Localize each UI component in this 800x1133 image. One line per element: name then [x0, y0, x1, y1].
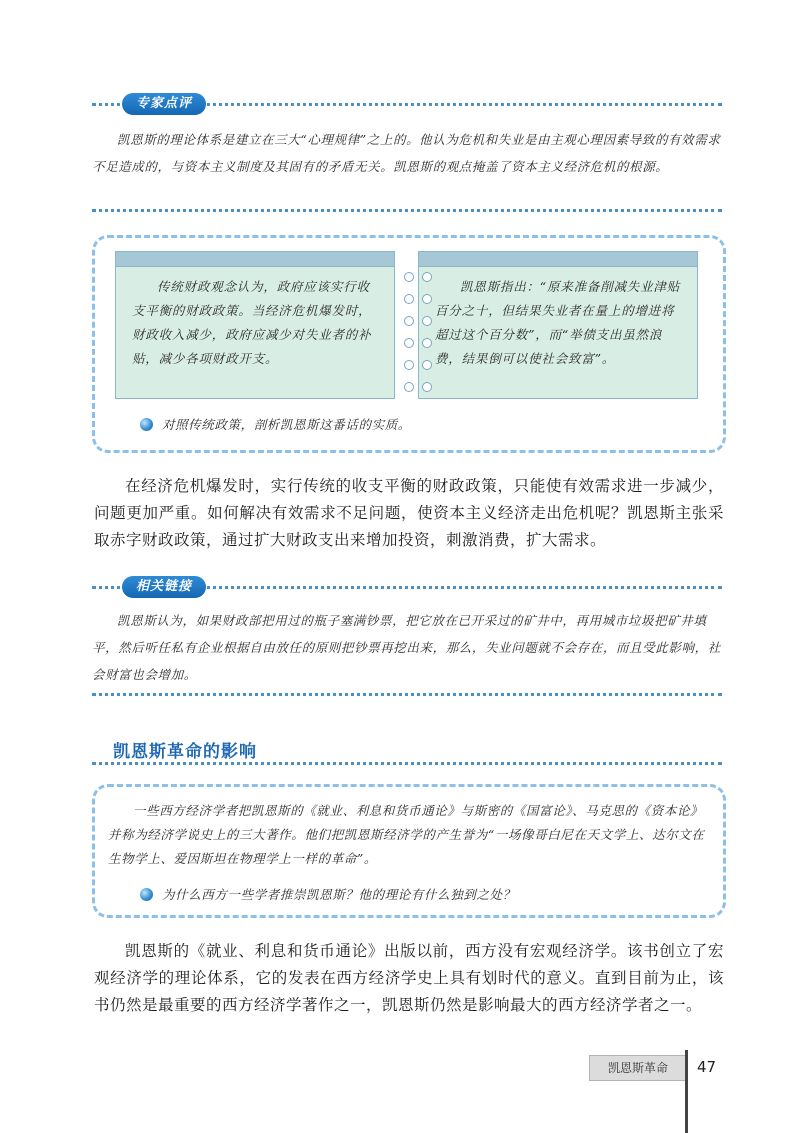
- left-card-text: 传统财政观念认为，政府应该实行收支平衡的财政政策。当经济危机爆发时，财政收入减少，政府应减少对失业者的补贴，减少各项财政开支。: [132, 279, 372, 366]
- expert-review-text: 凯恩斯的理论体系是建立在三大“心理规律”之上的。他认为危机和失业是由主观心理因素导致的有效需求不足造成的，与资本主义制度及其固有的矛盾无关。凯恩斯的观点掩盖了资本主义经济危机的根源。: [92, 132, 721, 174]
- dotted-rule: [92, 209, 722, 212]
- section-title: 凯恩斯革命的影响: [113, 742, 257, 762]
- chapter-label: 凯恩斯革命: [589, 1055, 687, 1081]
- binding-ring: [404, 360, 414, 370]
- question-bullet-icon: [140, 418, 153, 431]
- binding-ring: [422, 338, 432, 348]
- left-notebook-card: [115, 251, 395, 399]
- card-strip: [116, 252, 394, 267]
- binding-ring: [422, 316, 432, 326]
- binding-ring: [404, 382, 414, 392]
- footer-rule: [685, 1050, 688, 1133]
- comparison-question: 对照传统政策，剖析凯恩斯这番话的实质。: [162, 417, 411, 432]
- body-paragraph-1: 在经济危机爆发时，实行传统的收支平衡的财政政策，只能使有效需求进一步减少，问题更加严重。如何解决有效需求不足问题，使资本主义经济走出危机呢？凯恩斯主张采取赤字财政政策，通过扩大财政支出来增加投资，刺激消费，扩大需求。: [94, 477, 724, 549]
- binding-ring: [404, 316, 414, 326]
- question-bullet-icon: [140, 888, 153, 901]
- related-link-text: 凯恩斯认为，如果财政部把用过的瓶子塞满钞票，把它放在已开采过的矿井中，再用城市垃圾把矿井填平，然后听任私有企业根据自由放任的原则把钞票再挖出来，那么，失业问题就不会存在，而且受此影响，社会财富也会增加。: [92, 613, 721, 682]
- quote-question: 为什么西方一些学者推崇凯恩斯？他的理论有什么独到之处？: [162, 887, 516, 902]
- right-notebook-card: [418, 251, 698, 399]
- related-link-header: [92, 576, 722, 598]
- binding-ring: [404, 338, 414, 348]
- body-paragraph-2: 凯恩斯的《就业、利息和货币通论》出版以前，西方没有宏观经济学。该书创立了宏观经济学的理论体系，它的发表在西方经济学史上具有划时代的意义。直到目前为止，该书仍然是最重要的西方经济学著作之一，凯恩斯仍然是影响最大的西方经济学者之一。: [94, 942, 724, 1014]
- binding-ring: [422, 382, 432, 392]
- expert-review-header: [92, 93, 722, 115]
- binding-ring: [404, 294, 414, 304]
- quote-text: 一些西方经济学者把凯恩斯的《就业、利息和货币通论》与斯密的《国富论》、马克思的《资本论》并称为经济学说史上的三大著作。他们把凯恩斯经济学的产生誉为“一场像哥白尼在天文学上、达尔文在生物学上、爱因斯坦在物理学上一样的革命”。: [108, 803, 705, 866]
- dotted-rule: [92, 693, 722, 696]
- right-card-text: 凯恩斯指出：“原来准备削减失业津贴百分之十，但结果失业者在量上的增进将超过这个百分数”，而“举债支出虽然浪费，结果倒可以使社会致富”。: [435, 279, 680, 366]
- page-number: 47: [697, 1058, 717, 1076]
- dotted-rule: [92, 762, 722, 765]
- binding-ring: [422, 360, 432, 370]
- binding-ring: [422, 294, 432, 304]
- expert-review-tab: 专家点评: [122, 93, 206, 115]
- card-strip: [419, 252, 697, 267]
- related-link-tab: 相关链接: [122, 576, 206, 598]
- binding-ring: [422, 272, 432, 282]
- binding-ring: [404, 272, 414, 282]
